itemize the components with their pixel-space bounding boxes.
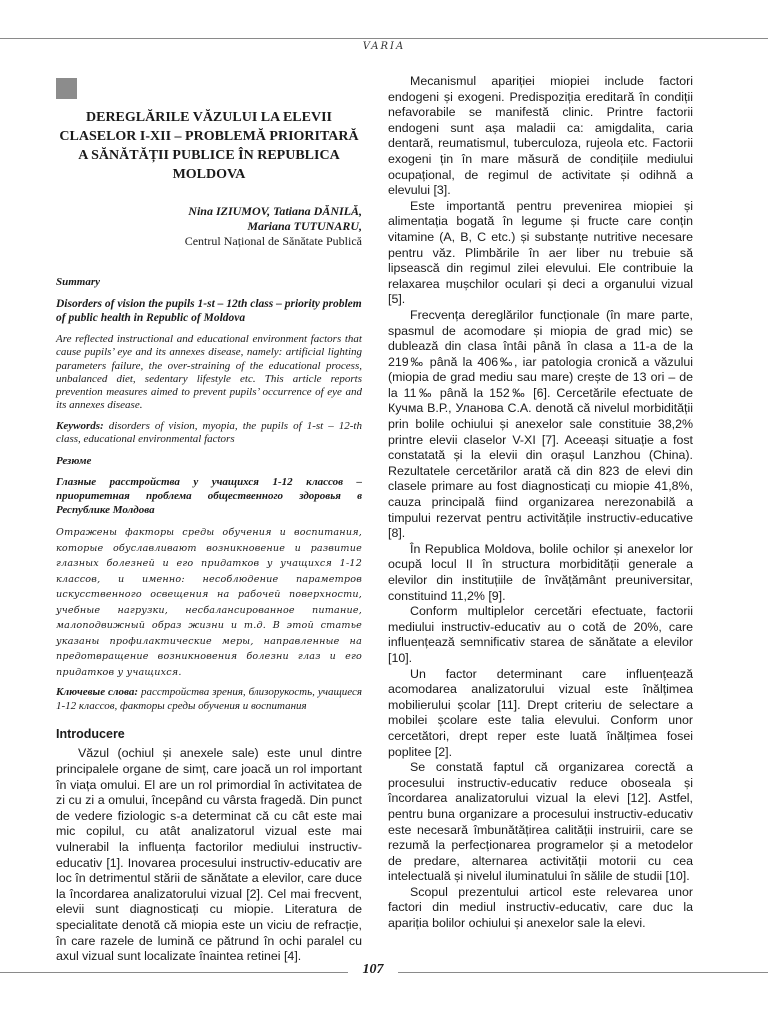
footer-rule-right xyxy=(398,972,768,973)
section-marker xyxy=(56,78,77,99)
resume-heading: Резюме xyxy=(56,455,92,468)
paragraph-frequency: Frecvența dereglărilor funcționale (în mare parte, spasmul de acomodare și miopia de grad mic) se dublează din clasa întâi până în clasa a 11-a de la 219‰ până la 406‰, iar patologia cronică a văzului (miopia de grad mediu sau mare) crește de 13 ori – de la 11‰ până la 152‰ [6]. Cercetările efectuate de Кучма В.Р., Уланова С.А. denotă că nivelul morbidității prin bolile ochiului și anexelor sale constituie 38,2% printre elevii claselor V-XI [7]. Aceeași situație a fost constatată și la elevii din orașul Lanzhou (China). Rezultatele cercetărilor arată că din 823 de elevi din clasele primare au fost diagnosticați cu miopie 41,8%, cauza principală fiind organizarea nerezonabilă a timpului rezervat pentru activitățile instructiv-educative [8]. xyxy=(388,307,693,541)
paragraph-nutrition: Este importantă pentru prevenirea miopiei și alimentația bogată în legume și fructe care conțin vitamine (A, B, C etc.) și substanțe nutritive necesare pentru văz. Plimbările în aer liber nu trebuie să lipsească din regimul zilei elevului. Ele contribuie la relaxarea mușchilor oculari și deci a organului vizual [5]. xyxy=(388,198,693,307)
paragraph-research: Conform multiplelor cercetări efectuate, factorii mediului instructiv-educativ au o cotă de 20%, care influențează semnificativ starea de sănătate a elevilor [10]. xyxy=(388,604,693,665)
paragraph-purpose: Scopul prezentului articol este relevarea unor factori din mediul instructiv-educativ, care duc la apariția bolilor ochiului și anexelor sale la elevi. xyxy=(388,884,693,931)
institution: Centrul Național de Sănătate Publică xyxy=(184,234,362,248)
header-rule xyxy=(0,38,768,39)
intro-paragraph: Văzul (ochiul și anexele sale) este unul dintre principalele organe de simț, care joacă un rol important în viața omului. El are un rol primordial în activitatea de zi cu zi a omului, începând cu vârsta fragedă. Din punct de vedere fiziologic s-a determinat că cu cât este mai mic copilul, cu atât analizatorul vizual este mai vulnerabil la influența factorilor mediului instructiv-educativ [1]. Inovarea procesului instructiv-educativ are loc în detrimentul stării de sănătate a elevilor, care duce la încordarea analizatorului vizual [2]. Cel mai frecvent, elevii sunt diagnosticați cu miopie. Literatura de specialitate denotă că miopia este un viciu de refracție, în care razele de lumină ce pătrund în ochi paralel cu axul vizual sunt localizate înaintea retinei [4]. xyxy=(56,746,362,964)
resume-keywords xyxy=(56,686,362,713)
paragraph-mechanism: Mecanismul apariției miopiei include factori endogeni și exogeni. Predispoziția ereditară în condiții nefavorabile se manifestă clinic. Printre factorii endogeni sunt așa maladii ca: amigdalita, caria dentară, reumatismul, tuberculoza, rujeola etc. Factorii exogeni țin în mare măsură de condițiile mediului ocupațional, de regimul de activitate și odihnă a elevului [3]. xyxy=(388,74,693,198)
page-number: 107 xyxy=(362,962,384,977)
summary-keywords xyxy=(56,420,362,447)
summary-title: Disorders of vision the pupils 1-st – 12th class – priority problem of public health in Republic of Moldova xyxy=(56,298,362,324)
resume-body: Отражены факторы среды обучения и воспитания, которые обуславливают возникновение и развитие глазных болезней и его придатков у учащихся 1-12 классов, и именно: несоблюдение параметров искусственного освещения на рабочей поверхности, учебные нагрузки, несбалансированное питание, малоподвижный образ жизни и т.д. В этой статье указаны профилактические меры, направленные на предотвращение возникновения болезни глаз и его придатков у учащихся. xyxy=(56,527,362,678)
left-column xyxy=(56,108,362,965)
intro-heading: Introducere xyxy=(56,727,125,742)
resume-keywords-label: Ключевые слова: xyxy=(56,686,139,699)
paragraph-moldova: În Republica Moldova, bolile ochilor și anexelor lor ocupă locul II în structura morbidității generale a elevilor din instituțiile de învățământ preuniversitar, constituind 11,2% [9]. xyxy=(388,541,693,603)
keywords-text: disorders of vision, myopia, the pupils of 1-st – 12-th class, educational environmental factors xyxy=(56,419,362,446)
resume-keywords-text: расстройства зрения, близорукость, учащиеся 1-12 классов, факторы среды обучения и воспитания xyxy=(56,686,362,712)
authors-line-2: Mariana TUTUNARU, xyxy=(247,219,362,233)
paragraph-furniture: Un factor determinant care influențează acomodarea analizatorului vizual este înălțimea mobilierului școlar [11]. Drept criteriu de selectare a mobilei școlare este talia elevului. Conform unor cercetători, drept reper este luată înălțimea fosei poplitee [2]. xyxy=(388,666,693,759)
author-block xyxy=(56,204,362,249)
summary-heading: Summary xyxy=(56,276,101,288)
keywords-label: Keywords: xyxy=(56,419,104,432)
right-column xyxy=(388,74,693,932)
authors-line-1: Nina IZIUMOV, Tatiana DĂNILĂ, xyxy=(188,204,362,218)
intro-body xyxy=(56,746,362,964)
article-title: DEREGLĂRILE VĂZULUI LA ELEVII CLASELOR I-XII – PROBLEMĂ PRIORITARĂ A SĂNĂTĂȚII PUBLICE ÎN REPUBLICA MOLDOVA xyxy=(59,110,359,182)
paragraph-organization: Se constată faptul că organizarea corectă a procesului instructiv-educativ reduce oboseala și încordarea analizatorului vizual la elevi [12]. Astfel, pentru buna organizare a procesului instructiv-educativ este necesară îmbunătățirea calității instruirii, care se rezumă la perfecționarea programelor și a metodelor de predare, alternarea activității motorii cu cea intelectuală și nivelul iluminatului în sălile de studii [10]. xyxy=(388,760,693,884)
resume-title: Глазные расстройства у учащихся 1-12 классов – приоритетная проблема общественного здоровья в Республике Молдова xyxy=(56,476,362,517)
running-header: VARIA xyxy=(362,41,406,52)
summary-body: Are reflected instructional and educational environment factors that cause pupils’ eye and its annexes disease, namely: artificial lighting parameters failure, the over-straining of the educational process, unbalanced diet, sedentary lifestyle etc. This article reports prevention measures aimed to prevent pupils’ occurrence of eye and its annexes disease. xyxy=(56,333,362,412)
footer-rule-left xyxy=(0,972,348,973)
